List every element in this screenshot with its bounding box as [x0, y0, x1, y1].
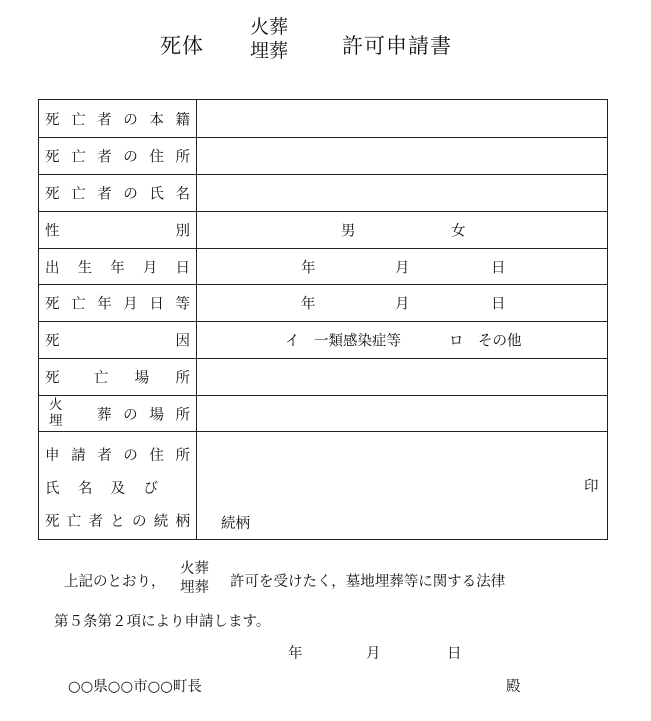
label-name: 死 亡 者 の 氏 名 [45, 186, 190, 203]
label-applicant-line1: 申 請 者 の 住 所 [45, 448, 190, 464]
cause-option-infectious: イ 一類感染症等 [285, 333, 401, 350]
row-death-place [39, 358, 607, 395]
statement-stack: 火葬 埋葬 [180, 561, 209, 596]
row-address [39, 137, 607, 174]
row-name [39, 174, 607, 211]
date-month: 月 [366, 646, 381, 662]
addressee-name: ○○県○○市○○町長 [68, 679, 202, 695]
date-day: 日 [447, 646, 462, 662]
relation-label: 続柄 [221, 516, 250, 532]
title-stack-top: 火葬 [250, 16, 289, 38]
label-burial-place: 葬 の 場 所 [97, 407, 190, 423]
label-birth-date: 出 生 年 月 日 [45, 260, 190, 276]
death-month: 月 [395, 296, 410, 313]
row-sex [39, 211, 607, 248]
date-year: 年 [288, 646, 303, 662]
label-address: 死 亡 者 の 住 所 [45, 149, 190, 166]
death-day: 日 [491, 296, 506, 313]
label-domicile: 死 亡 者 の 本 籍 [45, 112, 190, 128]
addressee-honorific: 殿 [506, 679, 521, 695]
application-table [38, 99, 608, 540]
option-male: 男 [341, 223, 356, 240]
statement-after: 許可を受けたく，墓地埋葬等に関する法律 [230, 574, 506, 590]
statement-before: 上記のとおり， [64, 574, 166, 590]
label-death-place: 死 亡 場 所 [45, 370, 190, 387]
row-burial-place [39, 395, 607, 431]
statement-line2: 第５条第２項により申請します。 [54, 614, 271, 630]
label-applicant-line3: 死 亡 者 と の 続 柄 [45, 514, 190, 530]
cause-option-other: ロ その他 [449, 333, 522, 350]
death-year: 年 [301, 296, 316, 313]
label-burial-stack: 火 埋 [49, 397, 63, 429]
row-cause [39, 321, 607, 358]
row-domicile [39, 100, 607, 137]
title-stack [250, 15, 288, 63]
title-right: 許可申請書 [342, 34, 452, 58]
label-applicant-line2: 氏 名 及 び [45, 481, 158, 497]
row-applicant [39, 431, 607, 539]
title-stack-bottom: 埋葬 [250, 40, 289, 62]
option-female: 女 [451, 223, 466, 240]
title-left: 死体 [160, 34, 204, 58]
label-cause: 死 因 [45, 333, 190, 350]
row-death-date [39, 284, 607, 321]
label-death-date: 死 亡 年 月 日 等 [45, 296, 190, 313]
seal-mark: 印 [584, 479, 599, 495]
birth-day: 日 [491, 260, 506, 276]
birth-year: 年 [301, 260, 316, 276]
row-birth-date [39, 248, 607, 284]
birth-month: 月 [395, 260, 410, 276]
label-sex: 性 別 [45, 223, 190, 240]
